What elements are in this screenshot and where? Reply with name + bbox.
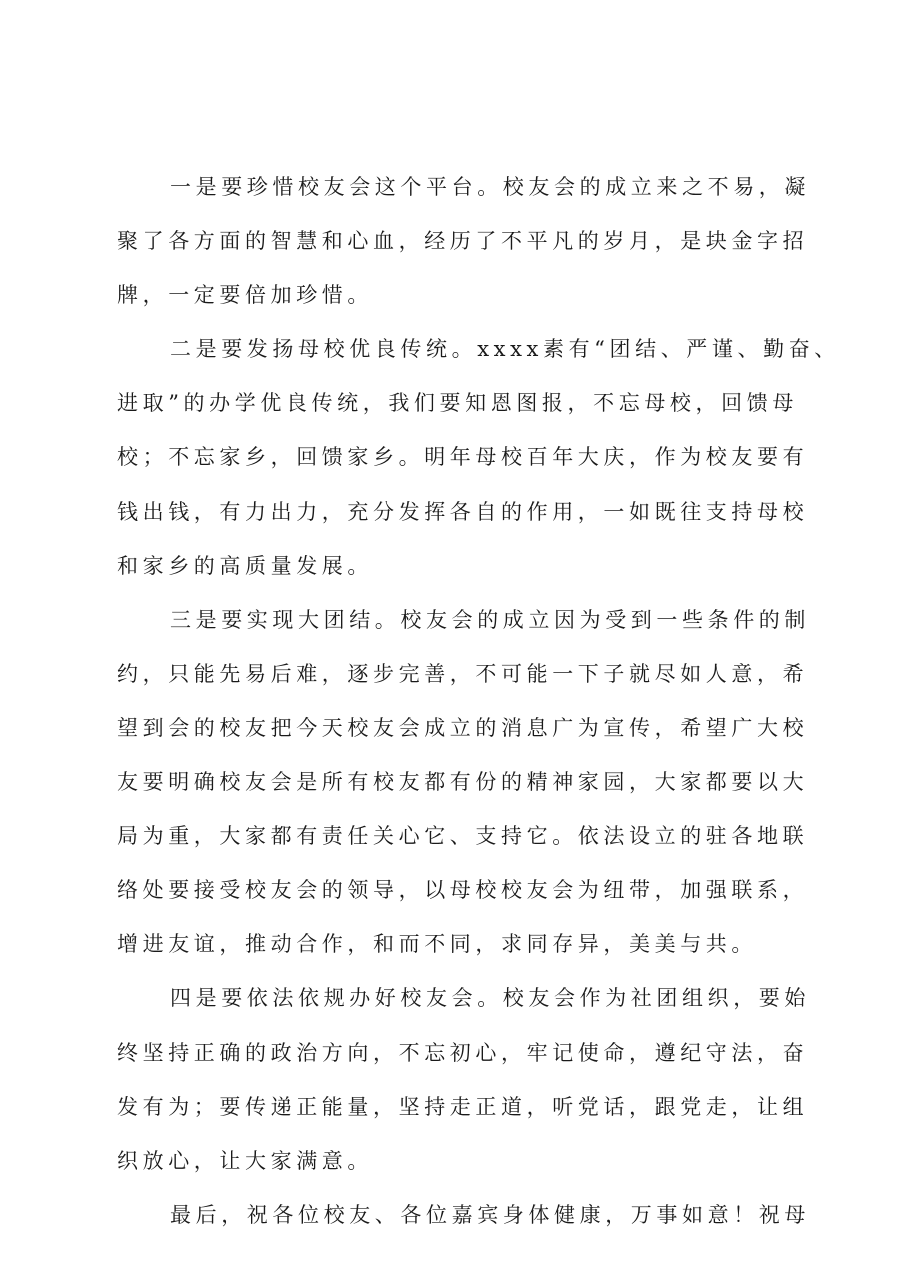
paragraph-line: 终坚持正确的政治方向，不忘初心，牢记使命，遵纪守法，奋 <box>117 1040 809 1065</box>
paragraph-line: 约，只能先易后难，逐步完善，不可能一下子就尽如人意，希 <box>117 661 809 686</box>
paragraph-line: 局为重，大家都有责任关心它、支持它。依法设立的驻各地联 <box>117 824 809 849</box>
paragraph-line: 发有为；要传递正能量，坚持走正道，听党话，跟党走，让组 <box>117 1094 809 1119</box>
paragraph-line: 聚了各方面的智慧和心血，经历了不平凡的岁月，是块金字招 <box>117 229 809 254</box>
paragraph-line: 络处要接受校友会的领导，以母校校友会为纽带，加强联系， <box>117 878 809 903</box>
paragraph-first-line: 三是要实现大团结。校友会的成立因为受到一些条件的制 <box>170 607 810 632</box>
paragraph-line: 校；不忘家乡，回馈家乡。明年母校百年大庆，作为校友要有 <box>117 445 809 470</box>
paragraph-line: 友要明确校友会是所有校友都有份的精神家园，大家都要以大 <box>117 770 809 795</box>
paragraph-line: 织放心，让大家满意。 <box>117 1148 373 1173</box>
paragraph-line: 增进友谊，推动合作，和而不同，求同存异，美美与共。 <box>117 932 757 957</box>
paragraph-line: 钱出钱，有力出力，充分发挥各自的作用，一如既往支持母校 <box>117 499 809 524</box>
paragraph-line: 牌，一定要倍加珍惜。 <box>117 283 373 308</box>
paragraph-line: 进取”的办学优良传统，我们要知恩图报，不忘母校，回馈母 <box>117 391 798 416</box>
paragraph-first-line: 一是要珍惜校友会这个平台。校友会的成立来之不易，凝 <box>170 175 810 199</box>
paragraph-line: 望到会的校友把今天校友会成立的消息广为宣传，希望广大校 <box>117 715 809 740</box>
paragraph-first-line: 最后，祝各位校友、各位嘉宾身体健康，万事如意！祝母 <box>170 1202 810 1227</box>
document-body <box>117 160 840 1242</box>
paragraph-line: 和家乡的高质量发展。 <box>117 553 373 578</box>
paragraph-first-line: 四是要依法依规办好校友会。校友会作为社团组织，要始 <box>170 986 810 1011</box>
paragraph-first-line: 二是要发扬母校优良传统。xxxx素有“团结、严谨、勤奋、 <box>170 337 840 362</box>
